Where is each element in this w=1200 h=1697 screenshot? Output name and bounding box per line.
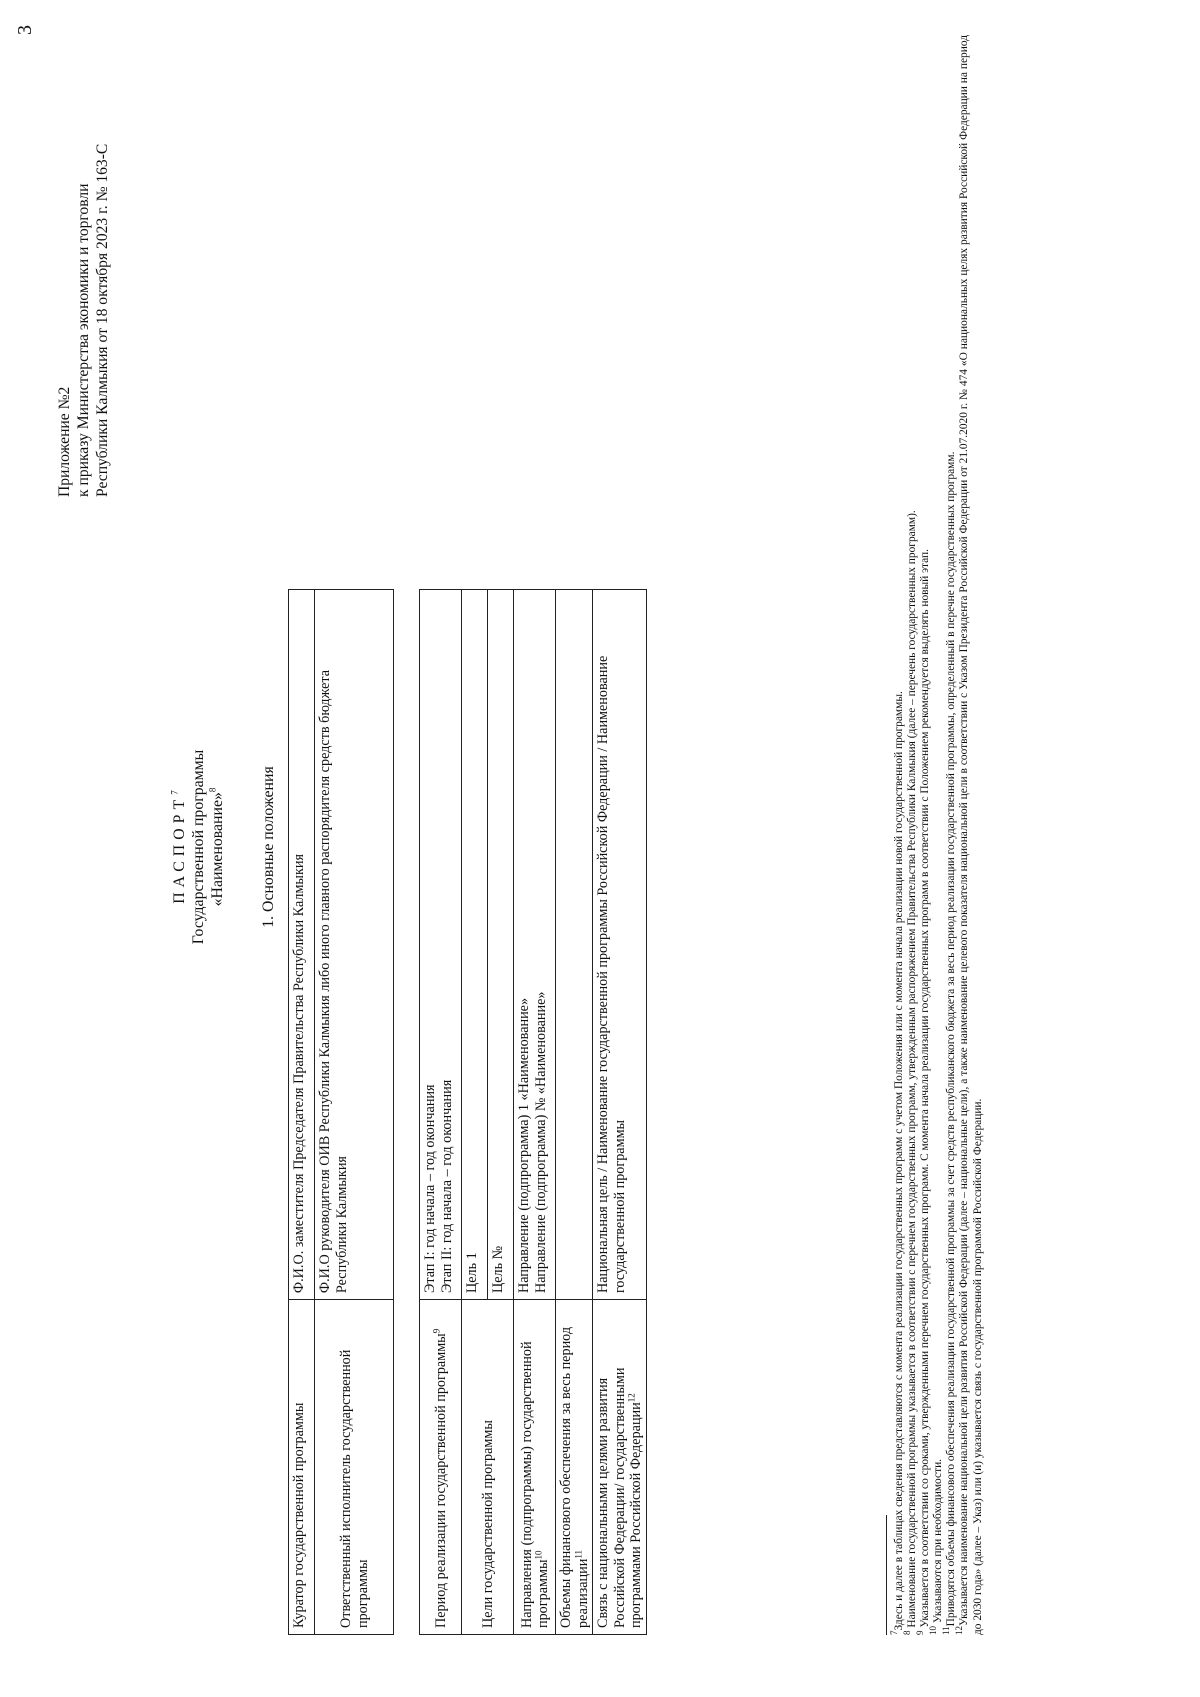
footnote-10: $^{10}$ Указываются при необходимости. xyxy=(928,1458,945,1635)
footnote-9: $^9$ Указывается в соответствии со сроками, утвержденными перечнем государственных программ. С момента начала реализации государственных программ в соответствии с Положением рекомендуется выделять новый этап. xyxy=(915,549,932,1635)
curator-label: Куратор государственной программы xyxy=(289,1300,315,1635)
funding-label: Объемы финансового обеспечения за весь период реализации$^{11}$ xyxy=(556,1300,593,1635)
appendix-line-3: Республики Калмыкия от 18 октября 2023 г. № 163-С xyxy=(94,143,111,497)
curator-value: Ф.И.О. заместителя Председателя Правительства Республики Калмыкия xyxy=(289,590,315,1300)
table-row xyxy=(289,590,315,1635)
table-row xyxy=(593,590,647,1635)
table-row xyxy=(514,590,556,1635)
section-title: 1. Основные положения xyxy=(260,766,277,928)
national-goals-link-label: Связь с национальными целями развития Российской Федерации/ государственными программами Российской Федерации$^{12}$ xyxy=(593,1300,647,1635)
goal-n: Цель № xyxy=(488,590,514,1300)
footnote-ref-9: 9 xyxy=(431,1328,442,1334)
appendix-line-2: к приказу Министерства экономики и торговли xyxy=(75,183,92,497)
national-goals-link-value: Национальная цель / Наименование государственной программы Российской Федерации / Наименование государственной программы xyxy=(593,590,647,1300)
executor-value: Ф.И.О руководителя ОИВ Республики Калмыкия либо иного главного распорядителя средств бюджета Республики Калмыкия xyxy=(315,590,394,1300)
title-line-3: «Наименование»$^8$ xyxy=(207,787,226,907)
table-row xyxy=(420,590,462,1635)
direction-n: Направление (подпрограмма) № «Наименование» xyxy=(532,991,549,1294)
directions-label: Направления (подпрограммы) государственной программы$^{10}$ xyxy=(514,1300,556,1635)
direction-1: Направление (подпрограмма) 1 «Наименование» xyxy=(516,997,532,1294)
page-number: 3 xyxy=(14,25,36,35)
goals-label: Цели государственной программы xyxy=(462,1300,514,1635)
table-row xyxy=(462,590,488,1635)
period-value xyxy=(420,590,462,1300)
appendix-line-1: Приложение №2 xyxy=(56,386,73,497)
footnote-ref-12: 12 xyxy=(626,1393,637,1403)
title-line-2: Государственной программы xyxy=(190,749,207,945)
footnote-ref-8: 8 xyxy=(207,787,218,793)
goal-1: Цель 1 xyxy=(462,590,488,1300)
footnote-12: $^{12}$Указывается наименование национальной цели развития Российской Федерации (далее – национальные цели), а также наименование целевого показателя национальной цели в соответствии с Указом Президента Российской Федерации от 21.07.2020 г. № 474 «О национальных целях развития Российской Федерации на период до 2030 года» (далее – Указ) или (и) указывается связь с государственной программой Российской Федерации. xyxy=(954,35,984,1635)
footnote-11: $^{11}$Приводятся объемы финансового обеспечения реализации государственной программы за счет средств республиканского бюджета за весь период реализации государственной программы, определенный в перечне государственных программ. xyxy=(941,451,958,1635)
table-row xyxy=(556,590,593,1635)
period-stage-2: Этап II: год начала – год окончания xyxy=(438,1079,455,1294)
period-stage-1: Этап I: год начала – год окончания xyxy=(422,1084,438,1294)
footnote-8: $^8$ Наименование государственной программы указывается в соответствии с перечнем государственных программ, утвержденным распоряжением Правительства Республики Калмыкия (далее – перечень государственных программ). xyxy=(902,510,919,1635)
executor-label: Ответственный исполнитель государственной программы xyxy=(315,1300,394,1635)
footnote-ref-10: 10 xyxy=(533,1550,544,1560)
table-row xyxy=(315,590,394,1635)
footnote-7: $^7$Здесь и далее в таблицах сведения представляются с момента реализации государственных программ с учетом Положения или с момента начала реализации новой государственной программы. xyxy=(889,691,905,1635)
footnote-ref-7: 7 xyxy=(169,790,180,795)
title-passport: ПАСПОРТ$^7$ xyxy=(169,790,188,904)
footnote-divider xyxy=(886,1515,887,1635)
funding-value xyxy=(556,590,593,1300)
main-provisions-table-1 xyxy=(288,589,394,1635)
period-label: Период реализации государственной программы$^9$ xyxy=(420,1300,462,1635)
footnotes xyxy=(889,35,985,1635)
main-provisions-table-2 xyxy=(419,589,647,1635)
appendix-header xyxy=(55,144,112,497)
directions-value xyxy=(514,590,556,1300)
document-title xyxy=(170,397,227,1297)
footnote-ref-11: 11 xyxy=(572,1549,583,1559)
